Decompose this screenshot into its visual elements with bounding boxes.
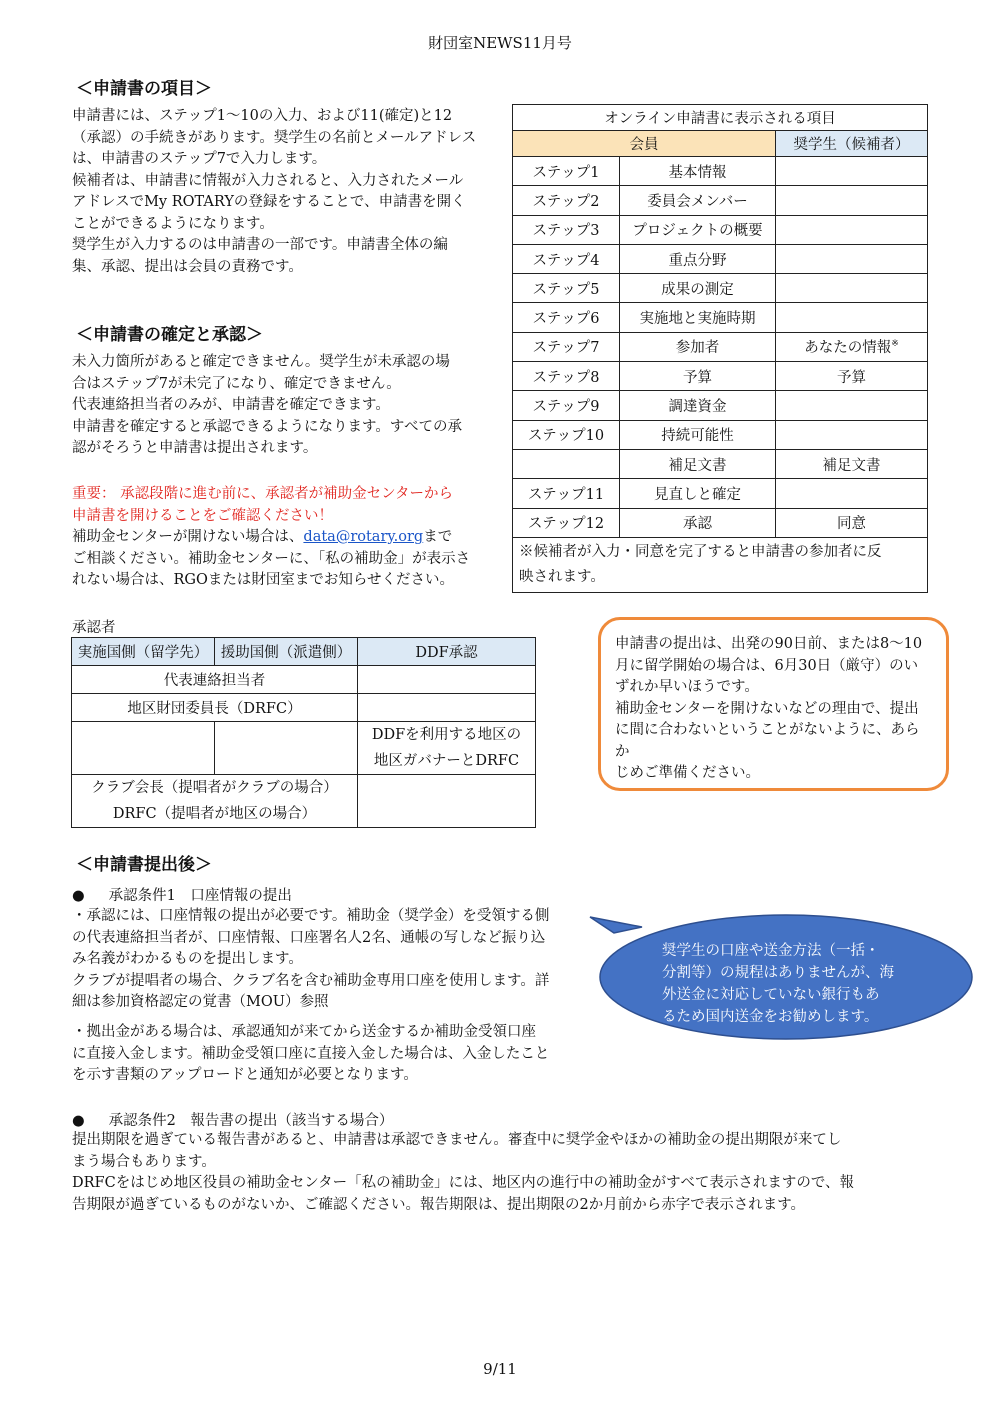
table-row: ステップ7 参加者 あなたの情報※ <box>513 332 928 361</box>
text-line: ・拠出金がある場合は、承認通知が来てから送金するか補助金受領口座 <box>72 1024 536 1040</box>
col-header: 援助国側（派遣側） <box>215 638 358 666</box>
text-line: は、申請書のステップ7で入力します。 <box>72 151 327 167</box>
text-line: を示す書類のアップロードと通知が必要となります。 <box>72 1067 418 1083</box>
bullet-icon: ● <box>72 1113 85 1129</box>
deadline-box: 申請書の提出は、出発の90日前、または8～10 月に留学開始の場合は、6月30日（厳守）のい ずれか早いほうです。 補助金センターを開けないなどの理由で、提出 に間に合わないということがないように、あらか じめご準備ください。 <box>598 617 949 791</box>
contact-line: 補助金センターが開けない場合は、data@rotary.orgまで <box>72 529 453 545</box>
table-row <box>72 722 536 775</box>
text-line: アドレスでMy ROTARYの登録をすることで、申請書を開く <box>72 194 466 210</box>
text-line: 告期限が過ぎているものがないか、ご確認ください。報告期限は、提出期限の2か月前から赤字で表示されます。 <box>72 1196 806 1213</box>
text-line: 合はステップ7が未完了になり、確定できません。 <box>72 375 401 392</box>
scholar-cell-step7: あなたの情報※ <box>776 332 928 361</box>
contact-info <box>72 527 512 592</box>
text-line: 申請書には、ステップ1～10の入力、および11(確定)と12 <box>72 108 453 124</box>
condition2-body <box>72 1130 942 1216</box>
section-title-confirm: ＜申請書の確定と承認＞ <box>76 325 263 345</box>
text-line: に直接入金します。補助金受領口座に直接入金した場合は、入金したこと <box>72 1045 550 1062</box>
page-header: 財団室NEWS11月号 <box>428 34 572 52</box>
table-row: 代表連絡担当者 <box>72 666 536 694</box>
section-title-after: ＜申請書提出後＞ <box>76 855 212 875</box>
important-notice <box>72 484 512 527</box>
text-line: 奨学生が入力するのは申請書の一部です。申請書全体の編 <box>72 237 448 253</box>
table-row: ステップ3 プロジェクトの概要 <box>513 215 928 244</box>
table-row: ステップ5 成果の測定 <box>513 274 928 303</box>
text-line: ・承認には、口座情報の提出が必要です。補助金（奨学金）を受領する側 <box>72 908 550 924</box>
text-line: の代表連絡担当者が、口座情報、口座署名人2名、通帳の写しなど振り込 <box>72 929 546 946</box>
text-line: れない場合は、RGOまたは財団室までお知らせください。 <box>72 572 454 588</box>
header-scholar: 奨学生（候補者） <box>776 131 928 157</box>
condition1-heading: ● 承認条件1 口座情報の提出 <box>72 888 292 904</box>
text-line: 重要： 承認段階に進む前に、承認者が補助金センターから <box>72 486 454 502</box>
text-line: DRFCをはじめ地区役員の補助金センター「私の補助金」には、地区内の進行中の補助金がすべて表示されますので、報 <box>72 1175 855 1191</box>
text-line: 認がそろうと申請書は提出されます。 <box>72 440 318 456</box>
table-row: ステップ2 委員会メンバー <box>513 186 928 215</box>
section2-body <box>72 352 512 460</box>
text-line: 代表連絡担当者のみが、申請書を確定できます。 <box>72 397 390 413</box>
table-row: ステップ9 調達資金 <box>513 391 928 420</box>
condition1-contribution <box>72 1022 602 1087</box>
approver-label: 承認者 <box>72 620 116 636</box>
approver-table <box>71 637 536 828</box>
page-number: 9/11 <box>483 1360 517 1378</box>
text-line: ご相談ください。補助金センターに、「私の補助金」が表示さ <box>72 550 471 567</box>
club-cell: クラブ会長（提唱者がクラブの場合） DRFC（提唱者が地区の場合） <box>72 775 358 828</box>
bullet-icon: ● <box>72 888 85 904</box>
section-title-items: ＜申請書の項目＞ <box>76 79 212 99</box>
text-line: 提出期限を過ぎている報告書があると、申請書は承認できません。審査中に奨学金やほかの補助金の提出期限が来てし <box>72 1132 842 1148</box>
text-line: 申請書を確定すると承認できるようになります。すべての承 <box>72 418 463 435</box>
header-member: 会員 <box>513 131 776 157</box>
condition2-heading: ● 承認条件2 報告書の提出（該当する場合） <box>72 1113 394 1129</box>
section1-body <box>72 106 512 278</box>
table-row: ステップ1 基本情報 <box>513 157 928 186</box>
callout-text: 奨学生の口座や送金方法（一括・ 分割等）の規程はありませんが、海 外送金に対応していない銀行もあ るため国内送金をお勧めします。 <box>662 943 894 1025</box>
text-line: （承認）の手続きがあります。奨学生の名前とメールアドレス <box>72 129 477 146</box>
table-row <box>72 775 536 828</box>
ddf-cell: DDFを利用する地区の 地区ガバナーとDRFC <box>358 722 536 775</box>
text-line: 未入力箇所があると確定できません。奨学生が未承認の場 <box>72 354 450 370</box>
table-row: ステップ4 重点分野 <box>513 244 928 273</box>
email-link[interactable]: data@rotary.org <box>303 529 424 545</box>
table-row: ステップ10 持続可能性 <box>513 420 928 449</box>
table-row: 地区財団委員長（DRFC） <box>72 694 536 722</box>
col-header: 実施国側（留学先） <box>72 638 215 666</box>
text-line: ことができるようになります。 <box>72 215 274 232</box>
col-header: DDF承認 <box>358 638 536 666</box>
text-line: クラブが提唱者の場合、クラブ名を含む補助金専用口座を使用します。詳 <box>72 972 550 989</box>
steps-table <box>512 104 928 593</box>
text-line: 集、承認、提出は会員の責務です。 <box>72 258 303 275</box>
table-row: ステップ11 見直しと確定 <box>513 479 928 508</box>
table-row: ステップ12 承認 同意 <box>513 508 928 537</box>
table-row: ステップ6 実施地と実施時期 <box>513 303 928 332</box>
steps-table-caption: オンライン申請書に表示される項目 <box>513 105 928 131</box>
text-line: み名義がわかるものを提出します。 <box>72 951 303 967</box>
condition1-body <box>72 906 602 1014</box>
table-row: ステップ8 予算 予算 <box>513 362 928 391</box>
text-line: 細は参加資格認定の覚書（MOU）参照 <box>72 994 329 1010</box>
steps-table-note: ※候補者が入力・同意を完了すると申請書の参加者に反 映されます。 <box>513 537 928 592</box>
table-row: 補足文書 補足文書 <box>513 449 928 478</box>
text-line: 候補者は、申請書に情報が入力されると、入力されたメール <box>72 172 464 189</box>
text-line: 申請書を開けることをご確認ください！ <box>72 507 333 524</box>
note-mark: ※ <box>891 339 899 350</box>
text-line: まう場合もあります。 <box>72 1153 216 1170</box>
